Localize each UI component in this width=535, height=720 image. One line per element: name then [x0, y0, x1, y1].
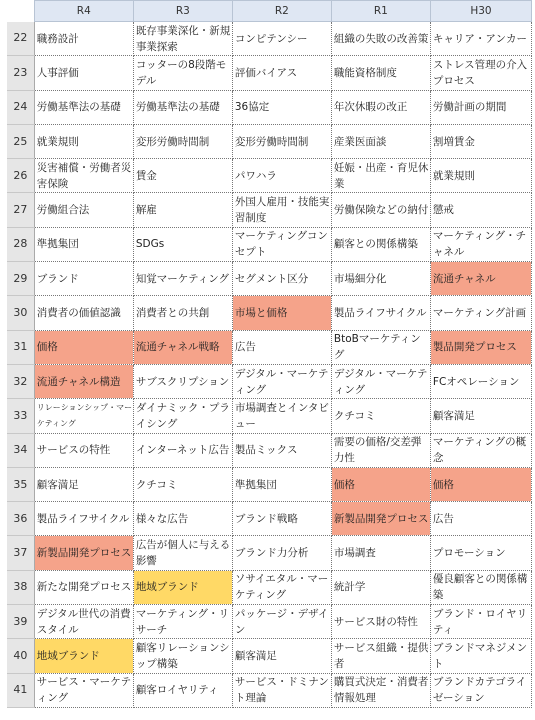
cell-text: 労働組合法 — [36, 204, 90, 217]
cell-text: 顧客満足 — [36, 478, 79, 491]
table-cell[interactable] — [232, 639, 331, 673]
table-cell[interactable] — [430, 90, 531, 124]
cell-text: 組織の失敗の改善策 — [333, 32, 429, 45]
cell-text: 労働基準法の基礎 — [36, 101, 121, 114]
row-number[interactable]: 30 — [7, 296, 34, 330]
table-cell[interactable] — [133, 605, 232, 639]
cell-text: 懲戒 — [432, 204, 454, 217]
cell-text: デジタル・マーケティング — [234, 367, 329, 396]
table-cell[interactable] — [331, 56, 430, 90]
cell-text: 市場と価格 — [234, 307, 288, 320]
table-cell[interactable] — [430, 639, 531, 673]
table-cell[interactable] — [133, 502, 232, 536]
row-number[interactable]: 23 — [7, 56, 34, 90]
table-cell[interactable] — [133, 124, 232, 158]
cell-text: 既存事業深化・新規事業探索 — [135, 24, 231, 53]
cell-text: 広告が個人に与える影響 — [135, 539, 231, 568]
table-row — [7, 262, 532, 296]
table-cell[interactable] — [430, 364, 531, 398]
table-cell[interactable] — [331, 673, 430, 707]
cell-text: 外国人雇用・技能実習制度 — [234, 196, 330, 225]
table-cell[interactable] — [133, 56, 232, 90]
column-header-r3[interactable]: R3 — [133, 1, 232, 22]
table-row — [7, 433, 532, 467]
cell-text: 製品開発プロセス — [432, 341, 517, 354]
table-cell[interactable] — [232, 159, 331, 193]
cell-text: 価格 — [333, 478, 355, 491]
row-number[interactable]: 24 — [7, 90, 34, 124]
cell-text: SDGs — [135, 238, 165, 251]
cell-text: 流通チャネル — [432, 272, 496, 285]
table-cell[interactable] — [34, 364, 133, 398]
cell-text: セグメント区分 — [234, 272, 309, 285]
cell-text: パワハラ — [234, 169, 277, 182]
cell-text: 評価バイアス — [234, 66, 298, 79]
table-row — [7, 22, 532, 56]
row-number[interactable]: 31 — [7, 330, 34, 364]
table-cell[interactable] — [133, 673, 232, 707]
table-cell[interactable] — [232, 124, 331, 158]
table-cell[interactable] — [331, 467, 430, 501]
table-cell[interactable] — [34, 22, 133, 56]
cell-text: マーケティング・チャネル — [432, 230, 527, 259]
cell-text: 就業規則 — [432, 169, 475, 182]
table-cell[interactable] — [430, 296, 531, 330]
cell-text: キャリア・アンカー — [432, 32, 527, 45]
table-cell[interactable] — [133, 296, 232, 330]
row-number[interactable]: 27 — [7, 193, 34, 227]
table-cell[interactable] — [133, 22, 232, 56]
table-cell[interactable] — [331, 22, 430, 56]
table-cell[interactable] — [34, 159, 133, 193]
table-cell[interactable] — [34, 296, 133, 330]
cell-text: 広告 — [432, 512, 454, 525]
table-cell[interactable] — [133, 90, 232, 124]
cell-text: プロモーション — [432, 547, 506, 560]
row-number[interactable]: 28 — [7, 227, 34, 261]
table-cell[interactable] — [133, 193, 232, 227]
table-row — [7, 159, 532, 193]
cell-text: ストレス管理の介入プロセス — [432, 58, 528, 87]
row-number[interactable]: 26 — [7, 159, 34, 193]
table-row — [7, 330, 532, 364]
cell-text: 優良顧客との関係構築 — [432, 573, 528, 602]
cell-text: 新製品開発プロセス — [36, 547, 132, 560]
table-cell[interactable] — [331, 502, 430, 536]
cell-text: 流通チャネル構造 — [36, 375, 121, 388]
table-cell[interactable] — [331, 570, 430, 604]
cell-text: リレーションシップ・マーケティング — [36, 402, 133, 428]
table-cell[interactable] — [430, 330, 531, 364]
cell-text: 地域ブランド — [36, 649, 100, 662]
cell-text: 顧客との関係構築 — [333, 238, 418, 251]
row-number[interactable]: 32 — [7, 364, 34, 398]
row-number[interactable]: 33 — [7, 399, 34, 433]
table-cell[interactable] — [34, 90, 133, 124]
cell-text: 顧客満足 — [432, 409, 475, 422]
cell-text: デジタル世代の消費スタイル — [36, 607, 131, 636]
table-cell[interactable] — [331, 124, 430, 158]
table-cell[interactable] — [133, 159, 232, 193]
table-cell[interactable] — [34, 262, 133, 296]
column-header-r1[interactable]: R1 — [331, 1, 430, 22]
cell-text: マーケティング計画 — [432, 307, 527, 320]
cell-text: デジタル・マーケティング — [333, 367, 428, 396]
table-cell[interactable] — [331, 433, 430, 467]
cell-text: マーケティング・リサーチ — [135, 607, 230, 636]
table-row — [7, 673, 532, 707]
table-cell[interactable] — [331, 605, 430, 639]
table-cell[interactable] — [133, 570, 232, 604]
table-cell[interactable] — [232, 536, 331, 570]
cell-text: 統計学 — [333, 581, 366, 594]
table-cell[interactable] — [232, 673, 331, 707]
table-cell[interactable] — [133, 227, 232, 261]
table-cell[interactable] — [430, 502, 531, 536]
table-cell[interactable] — [232, 605, 331, 639]
cell-text: 新製品開発プロセス — [333, 512, 429, 525]
cell-text: サービス・マーケティング — [36, 676, 132, 705]
column-header-r2[interactable]: R2 — [232, 1, 331, 22]
cell-text: 広告 — [234, 341, 256, 354]
table-cell[interactable] — [133, 399, 232, 433]
table-row — [7, 227, 532, 261]
table-cell[interactable] — [331, 364, 430, 398]
cell-text: サービス組織・提供者 — [333, 641, 429, 670]
table-cell[interactable] — [430, 570, 531, 604]
table-cell[interactable] — [232, 399, 331, 433]
cell-text: ブランドカテゴライゼーション — [432, 676, 527, 705]
cell-text: 価格 — [36, 341, 58, 354]
table-cell[interactable] — [232, 364, 331, 398]
table-cell[interactable] — [430, 159, 531, 193]
table-row — [7, 296, 532, 330]
table-row — [7, 193, 532, 227]
table-cell[interactable] — [430, 673, 531, 707]
table-cell[interactable] — [331, 159, 430, 193]
cell-text: 購買式決定・消費者情報処理 — [333, 676, 429, 705]
table-row — [7, 570, 532, 604]
table-cell[interactable] — [232, 262, 331, 296]
cell-text: 知覚マーケティング — [135, 272, 230, 285]
table-cell[interactable] — [430, 124, 531, 158]
table-row — [7, 639, 532, 673]
cell-text: 労働基準法の基礎 — [135, 101, 220, 114]
cell-text: 労働保険などの納付 — [333, 204, 429, 217]
row-number[interactable]: 40 — [7, 639, 34, 673]
row-number[interactable]: 35 — [7, 467, 34, 501]
table-row — [7, 502, 532, 536]
cell-text: 様々な広告 — [135, 512, 189, 525]
cell-text: マーケティングコンセプト — [234, 230, 328, 259]
cell-text: 36協定 — [234, 101, 270, 114]
table-cell[interactable] — [34, 570, 133, 604]
cell-text: 妊娠・出産・育児休業 — [333, 161, 429, 190]
table-cell[interactable] — [430, 262, 531, 296]
table-cell[interactable] — [331, 193, 430, 227]
table-cell[interactable] — [331, 536, 430, 570]
table-cell[interactable] — [430, 22, 531, 56]
cell-text: ブランド力分析 — [234, 547, 309, 560]
cell-text: BtoBマーケティング — [333, 333, 421, 362]
cell-text: 顧客ロイヤリティ — [135, 684, 219, 697]
table-cell[interactable] — [34, 639, 133, 673]
table-cell[interactable] — [133, 639, 232, 673]
cell-text: 需要の価格/交差弾力性 — [333, 436, 422, 465]
table-cell[interactable] — [430, 399, 531, 433]
cell-text: パッケージ・デザイン — [234, 607, 329, 636]
cell-text: 顧客満足 — [234, 649, 277, 662]
table-cell[interactable] — [232, 22, 331, 56]
table-cell[interactable] — [232, 467, 331, 501]
table-cell[interactable] — [331, 90, 430, 124]
row-number[interactable]: 37 — [7, 536, 34, 570]
cell-text: 地域ブランド — [135, 581, 199, 594]
table-cell[interactable] — [133, 364, 232, 398]
cell-text: FCオペレーション — [432, 375, 520, 388]
cell-text: コンピテンシー — [234, 32, 308, 45]
table-cell[interactable] — [34, 330, 133, 364]
cell-text: 製品ライフサイクル — [36, 512, 130, 525]
table-cell[interactable] — [133, 330, 232, 364]
cell-text: サービス・ドミナント理論 — [234, 676, 329, 705]
cell-text: ソサイエタル・マーケティング — [234, 573, 329, 602]
table-cell[interactable] — [232, 193, 331, 227]
table-cell[interactable] — [232, 502, 331, 536]
table-cell[interactable] — [34, 124, 133, 158]
row-number[interactable]: 29 — [7, 262, 34, 296]
cell-text: 消費者の価値認識 — [36, 307, 121, 320]
table-cell[interactable] — [331, 262, 430, 296]
cell-text: 労働計画の期間 — [432, 101, 507, 114]
table-cell[interactable] — [133, 467, 232, 501]
cell-text: 消費者との共創 — [135, 307, 210, 320]
table-cell[interactable] — [232, 56, 331, 90]
cell-text: ブランド・ロイヤリティ — [432, 607, 528, 636]
cell-text: サービス財の特性 — [333, 615, 418, 628]
topics-table — [7, 0, 532, 708]
cell-text: 製品ライフサイクル — [333, 307, 427, 320]
table-body — [7, 22, 532, 708]
table-cell[interactable] — [34, 467, 133, 501]
table-cell[interactable] — [34, 56, 133, 90]
header-corner — [7, 1, 34, 22]
table-row — [7, 90, 532, 124]
row-number[interactable]: 34 — [7, 433, 34, 467]
table-cell[interactable] — [232, 433, 331, 467]
table-cell[interactable] — [34, 536, 133, 570]
table-cell[interactable] — [34, 502, 133, 536]
table-row — [7, 364, 532, 398]
cell-text: コッターの8段階モデル — [135, 58, 227, 87]
table-cell[interactable] — [34, 399, 133, 433]
table-cell[interactable] — [331, 330, 430, 364]
table-cell[interactable] — [331, 227, 430, 261]
cell-text: ブランドマネジメント — [432, 641, 528, 670]
cell-text: 顧客リレーションシップ構築 — [135, 641, 230, 670]
table-cell[interactable] — [331, 399, 430, 433]
table-cell[interactable] — [232, 90, 331, 124]
table-cell[interactable] — [430, 193, 531, 227]
table-cell[interactable] — [34, 433, 133, 467]
table-row — [7, 56, 532, 90]
cell-text: 製品ミックス — [234, 444, 298, 457]
table-row — [7, 605, 532, 639]
cell-text: サービスの特性 — [36, 444, 111, 457]
cell-text: クチコミ — [333, 409, 376, 422]
table-cell[interactable] — [232, 296, 331, 330]
table-row — [7, 124, 532, 158]
cell-text: 市場細分化 — [333, 272, 387, 285]
row-number[interactable]: 36 — [7, 502, 34, 536]
table-cell[interactable] — [430, 56, 531, 90]
row-number[interactable]: 22 — [7, 22, 34, 56]
table-cell[interactable] — [133, 536, 232, 570]
row-number[interactable]: 41 — [7, 673, 34, 707]
cell-text: 市場調査 — [333, 547, 376, 560]
cell-text: 人事評価 — [36, 66, 79, 79]
table-cell[interactable] — [430, 227, 531, 261]
row-number[interactable]: 38 — [7, 570, 34, 604]
cell-text: クチコミ — [135, 478, 178, 491]
cell-text: ブランド — [36, 272, 79, 285]
table-cell[interactable] — [430, 467, 531, 501]
cell-text: 新たな開発プロセス — [36, 581, 132, 594]
table-cell[interactable] — [34, 673, 133, 707]
table-cell[interactable] — [430, 536, 531, 570]
cell-text: 災害補償・労働者災害保険 — [36, 161, 132, 190]
column-header-h30[interactable]: H30 — [430, 1, 531, 22]
table-cell[interactable] — [133, 433, 232, 467]
cell-text: インターネット広告 — [135, 444, 230, 457]
table-cell[interactable] — [34, 193, 133, 227]
cell-text: 賃金 — [135, 169, 157, 182]
cell-text: 価格 — [432, 478, 454, 491]
table-cell[interactable] — [232, 330, 331, 364]
header-row — [7, 1, 532, 22]
cell-text: 職能資格制度 — [333, 66, 397, 79]
table-row — [7, 467, 532, 501]
cell-text: 割増賃金 — [432, 135, 475, 148]
table-row — [7, 399, 532, 433]
cell-text: 流通チャネル戦略 — [135, 341, 220, 354]
table-row — [7, 536, 532, 570]
table-cell[interactable] — [133, 262, 232, 296]
table-cell[interactable] — [232, 570, 331, 604]
cell-text: 年次休暇の改正 — [333, 101, 408, 114]
cell-text: サブスクリプション — [135, 375, 230, 388]
table-cell[interactable] — [430, 605, 531, 639]
cell-text: 変形労働時間制 — [135, 135, 210, 148]
cell-text: 準拠集団 — [234, 478, 277, 491]
table-cell[interactable] — [430, 433, 531, 467]
table-cell[interactable] — [232, 227, 331, 261]
column-header-r4[interactable]: R4 — [34, 1, 133, 22]
cell-text: 就業規則 — [36, 135, 79, 148]
cell-text: マーケティングの概念 — [432, 436, 527, 465]
row-number[interactable]: 25 — [7, 124, 34, 158]
cell-text: ブランド戦略 — [234, 512, 298, 525]
table-cell[interactable] — [331, 639, 430, 673]
table-cell[interactable] — [34, 605, 133, 639]
table-cell[interactable] — [331, 296, 430, 330]
cell-text: 準拠集団 — [36, 238, 79, 251]
cell-text: 産業医面談 — [333, 135, 387, 148]
cell-text: 変形労働時間制 — [234, 135, 309, 148]
cell-text: 解雇 — [135, 204, 157, 217]
table-cell[interactable] — [34, 227, 133, 261]
row-number[interactable]: 39 — [7, 605, 34, 639]
cell-text: 市場調査とインタビュー — [234, 401, 329, 430]
cell-text: ダイナミック・プライシング — [135, 401, 230, 430]
cell-text: 職務設計 — [36, 32, 79, 45]
